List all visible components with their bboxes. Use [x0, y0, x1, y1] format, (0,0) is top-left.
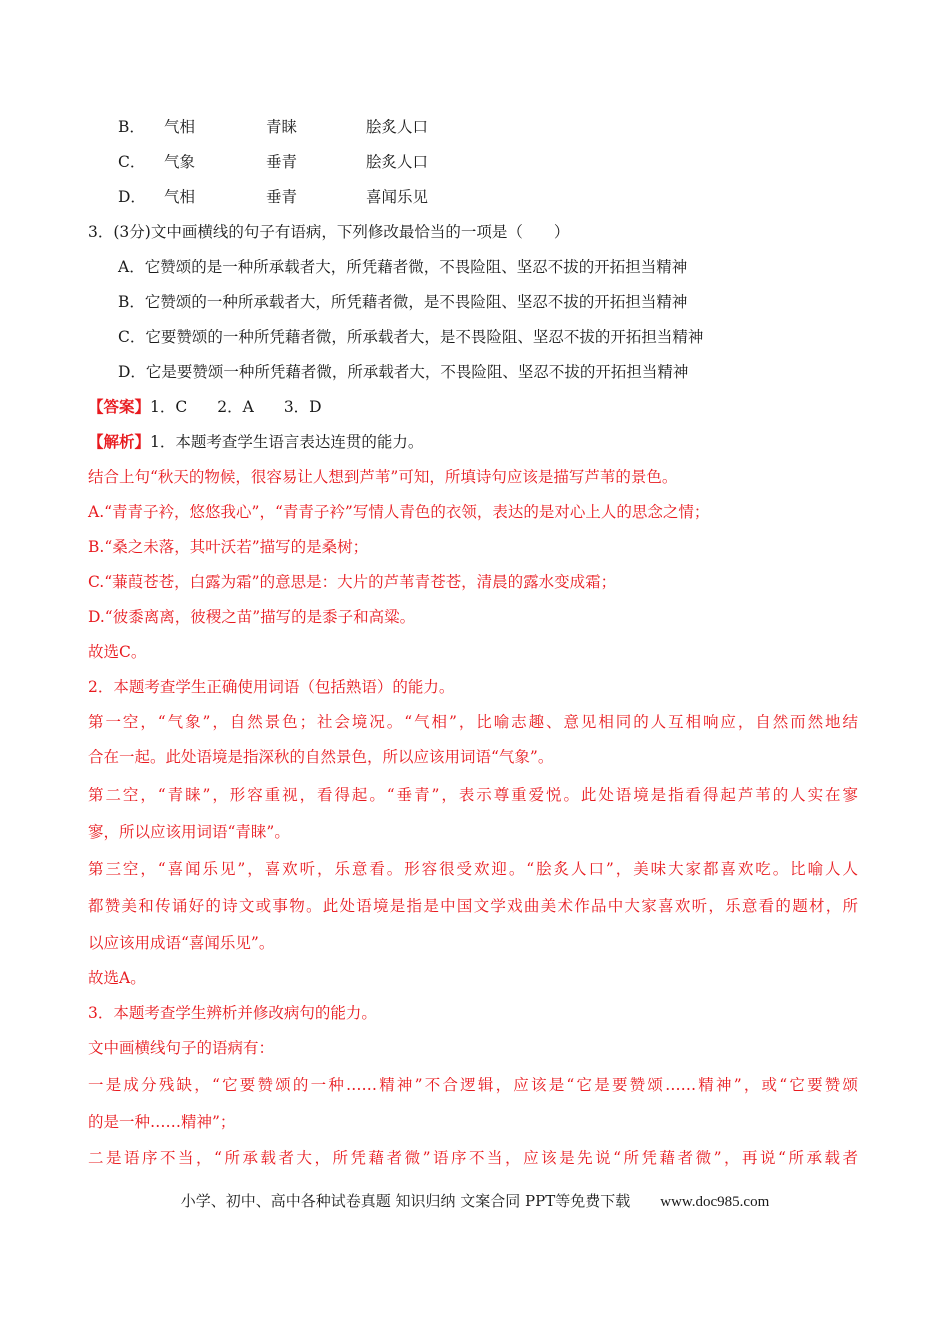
analysis-line: 文中画横线句子的语病有：: [88, 1039, 275, 1057]
option-letter: B．: [118, 118, 145, 136]
answer-line: [88, 396, 352, 418]
option-word-2: 青睐: [266, 118, 298, 136]
answer-item: 2．A: [217, 398, 254, 416]
analysis-line: 2．本题考查学生正确使用词语（包括熟语）的能力。: [88, 678, 455, 696]
page-footer: [0, 1190, 950, 1211]
analysis-line: 的是一种……精神”；: [88, 1113, 236, 1131]
option-letter: D．: [118, 188, 146, 206]
analysis-line: 合在一起。此处语境是指深秋的自然景色，所以应该用词语“气象”。: [88, 748, 554, 766]
q2-option-b: [118, 116, 428, 138]
analysis-line: 寥，所以应该用词语“青睐”。: [88, 823, 290, 841]
analysis-line: 故选C。: [88, 643, 147, 661]
option-word-1: 气相: [164, 188, 196, 206]
answer-items: [150, 398, 352, 416]
answer-tag: 【答案】: [88, 397, 151, 416]
analysis-head: [88, 431, 423, 453]
option-word-3: 喜闻乐见: [366, 188, 429, 206]
analysis-line: 二是语序不当，“所承载者大，所凭藉者微”语序不当，应该是先说“所凭藉者微”，再说“所承载者: [88, 1149, 858, 1167]
answer-item: 3．D: [283, 398, 322, 416]
analysis-line: 第一空，“气象”，自然景色；社会境况。“气相”，比喻志趣、意见相同的人互相响应，自然而然地结: [88, 713, 858, 731]
option-letter: C．: [118, 153, 146, 171]
q3-stem: 3．(3分)文中画横线的句子有语病，下列修改最恰当的一项是（ ）: [88, 223, 570, 241]
option-word-3: 脍炙人口: [366, 153, 429, 171]
analysis-line: D.“彼黍离离，彼稷之苗”描写的是黍子和高粱。: [88, 608, 416, 626]
option-word-1: 气象: [164, 153, 196, 171]
analysis-line: 以应该用成语“喜闻乐见”。: [88, 934, 275, 952]
analysis-line: 故选A。: [88, 969, 146, 987]
q3-option-d: D．它是要赞颂一种所凭藉者微，所承载者大，不畏险阻、坚忍不拔的开拓担当精神: [118, 363, 689, 381]
q3-option-c: C．它要赞颂的一种所凭藉者微，所承载者大，是不畏险阻、坚忍不拔的开拓担当精神: [118, 328, 704, 346]
analysis-line: 一是成分残缺，“它要赞颂的一种……精神”不合逻辑，应该是“它是要赞颂……精神”，或“它要赞颂: [88, 1076, 858, 1094]
analysis-line: 第三空，“喜闻乐见”，喜欢听，乐意看。形容很受欢迎。“脍炙人口”，美味大家都喜欢吃。比喻人人: [88, 860, 858, 878]
q3-option-a: A．它赞颂的是一种所承载者大，所凭藉者微，不畏险阻、坚忍不拔的开拓担当精神: [118, 258, 688, 276]
analysis-line: 都赞美和传诵好的诗文或事物。此处语境是指是中国文学戏曲美术作品中大家喜欢听，乐意看的题材，所: [88, 897, 858, 915]
option-word-3: 脍炙人口: [366, 118, 429, 136]
footer-text: 小学、初中、高中各种试卷真题 知识归纳 文案合同 PPT等免费下载: [180, 1192, 631, 1210]
q2-option-c: [118, 151, 428, 173]
analysis-line: 第二空，“青睐”，形容重视，看得起。“垂青”，表示尊重爱悦。此处语境是指看得起芦苇的人实在寥: [88, 786, 858, 804]
analysis-line: 结合上句“秋天的物候，很容易让人想到芦苇”可知，所填诗句应该是描写芦苇的景色。: [88, 468, 678, 486]
analysis-head-text: 1．本题考查学生语言表达连贯的能力。: [150, 433, 424, 451]
option-word-2: 垂青: [266, 188, 298, 206]
q3-option-b: B．它赞颂的一种所承载者大，所凭藉者微，是不畏险阻、坚忍不拔的开拓担当精神: [118, 293, 688, 311]
option-word-1: 气相: [164, 118, 196, 136]
analysis-tag: 【解析】: [88, 432, 151, 451]
analysis-line: B.“桑之未落，其叶沃若”描写的是桑树；: [88, 538, 369, 556]
analysis-line: C.“蒹葭苍苍，白露为霜”的意思是：大片的芦苇青苍苍，清晨的露水变成霜；: [88, 573, 617, 591]
q2-option-d: [118, 186, 428, 208]
analysis-line: A.“青青子衿，悠悠我心”，“青青子衿”写情人青色的衣领，表达的是对心上人的思念之情；: [88, 503, 710, 521]
footer-url: www.doc985.com: [660, 1194, 770, 1210]
answer-item: 1．C: [150, 398, 188, 416]
analysis-line: 3．本题考查学生辨析并修改病句的能力。: [88, 1004, 377, 1022]
option-word-2: 垂青: [266, 153, 298, 171]
